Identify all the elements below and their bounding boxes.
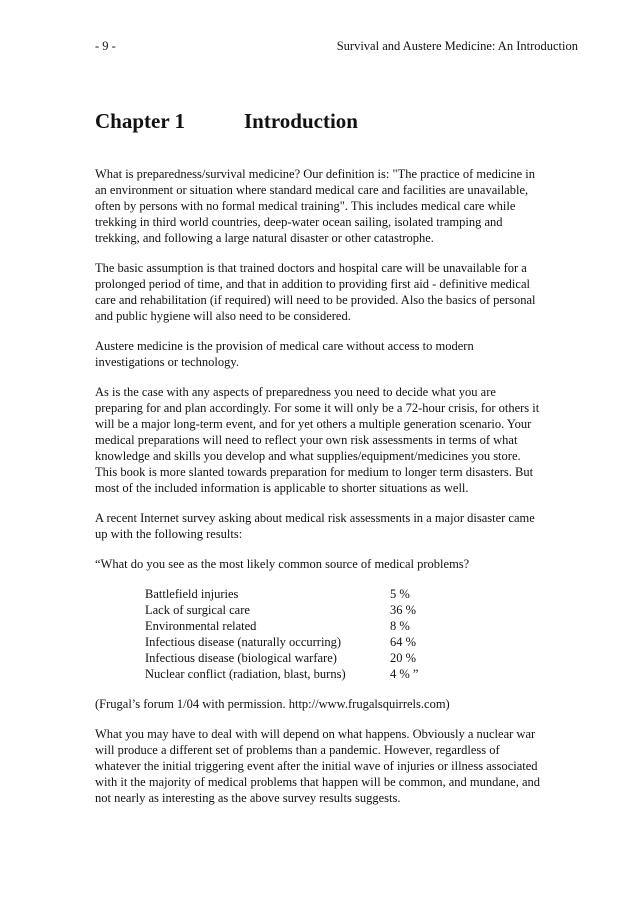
paragraph: The basic assumption is that trained doctors and hospital care will be unavailable for a prolonged period of time, and that in addition to providing first aid - definitive medical care and rehabilitation (if required) will need to be provided. Also the basics of personal and public hygiene will also need to be considered.: [95, 261, 536, 323]
closing-paragraph: What you may have to deal with will depend on what happens. Obviously a nuclear war will produce a different set of problems than a pandemic. However, regardless of whatever the initial triggering event after the initial wave of injuries or illness associated with it the majority of medical problems that happen will be common, and mundane, and not nearly as interesting as the above survey results suggests.: [95, 727, 541, 805]
body-text: [95, 166, 545, 820]
survey-label: Infectious disease (naturally occurring): [145, 635, 342, 649]
survey-row: [145, 666, 475, 682]
survey-credit: (Frugal’s forum 1/04 with permission. http://www.frugalsquirrels.com): [95, 697, 450, 711]
survey-value: 8 %: [390, 619, 410, 633]
survey-value: 5 %: [390, 587, 410, 601]
paragraph: As is the case with any aspects of preparedness you need to decide what you are preparing for and plan accordingly. For some it will only be a 72-hour crisis, for others it will be a major long-term event, and for yet others a multiple generation scenario. Your medical preparations will need to reflect your own risk assessments in terms of what knowledge and skills you develop and what supplies/equipment/medicines you store. This book is more slanted towards preparation for medium to longer term disasters. But most of the included information is applicable to shorter situations as well.: [95, 385, 540, 495]
survey-row: [145, 650, 475, 666]
paragraph: A recent Internet survey asking about medical risk assessments in a major disaster came up with the following results:: [95, 511, 535, 541]
paragraph: Austere medicine is the provision of medical care without access to modern investigations or technology.: [95, 339, 474, 369]
survey-question: “What do you see as the most likely common source of medical problems?: [95, 557, 470, 571]
running-title: Survival and Austere Medicine: An Introduction: [336, 39, 578, 53]
survey-value: 4 % ”: [390, 667, 419, 681]
paragraph: What is preparedness/survival medicine? Our definition is: "The practice of medicine in an environment or situation where standard medical care and facilities are unavailable, often by persons with no formal medical training". This includes medical care while trekking in third world countries, deep-water ocean sailing, isolated tramping and trekking, and following a large natural disaster or other catastrophe.: [95, 167, 536, 245]
survey-label: Infectious disease (biological warfare): [145, 651, 337, 665]
survey-row: [145, 586, 475, 602]
survey-value: 36 %: [390, 603, 417, 617]
survey-label: Environmental related: [145, 619, 257, 633]
survey-value: 64 %: [390, 635, 417, 649]
survey-row: [145, 634, 475, 650]
chapter-label: Chapter 1: [95, 109, 186, 133]
page-number: - 9 -: [95, 39, 116, 53]
page-header: [95, 38, 578, 54]
survey-label: Lack of surgical care: [145, 603, 250, 617]
survey-results: [145, 586, 475, 682]
survey-value: 20 %: [390, 651, 417, 665]
chapter-title: Introduction: [244, 109, 358, 133]
survey-row: [145, 602, 475, 618]
survey-label: Battlefield injuries: [145, 587, 239, 601]
survey-label: Nuclear conflict (radiation, blast, burns): [145, 667, 346, 681]
survey-row: [145, 618, 475, 634]
